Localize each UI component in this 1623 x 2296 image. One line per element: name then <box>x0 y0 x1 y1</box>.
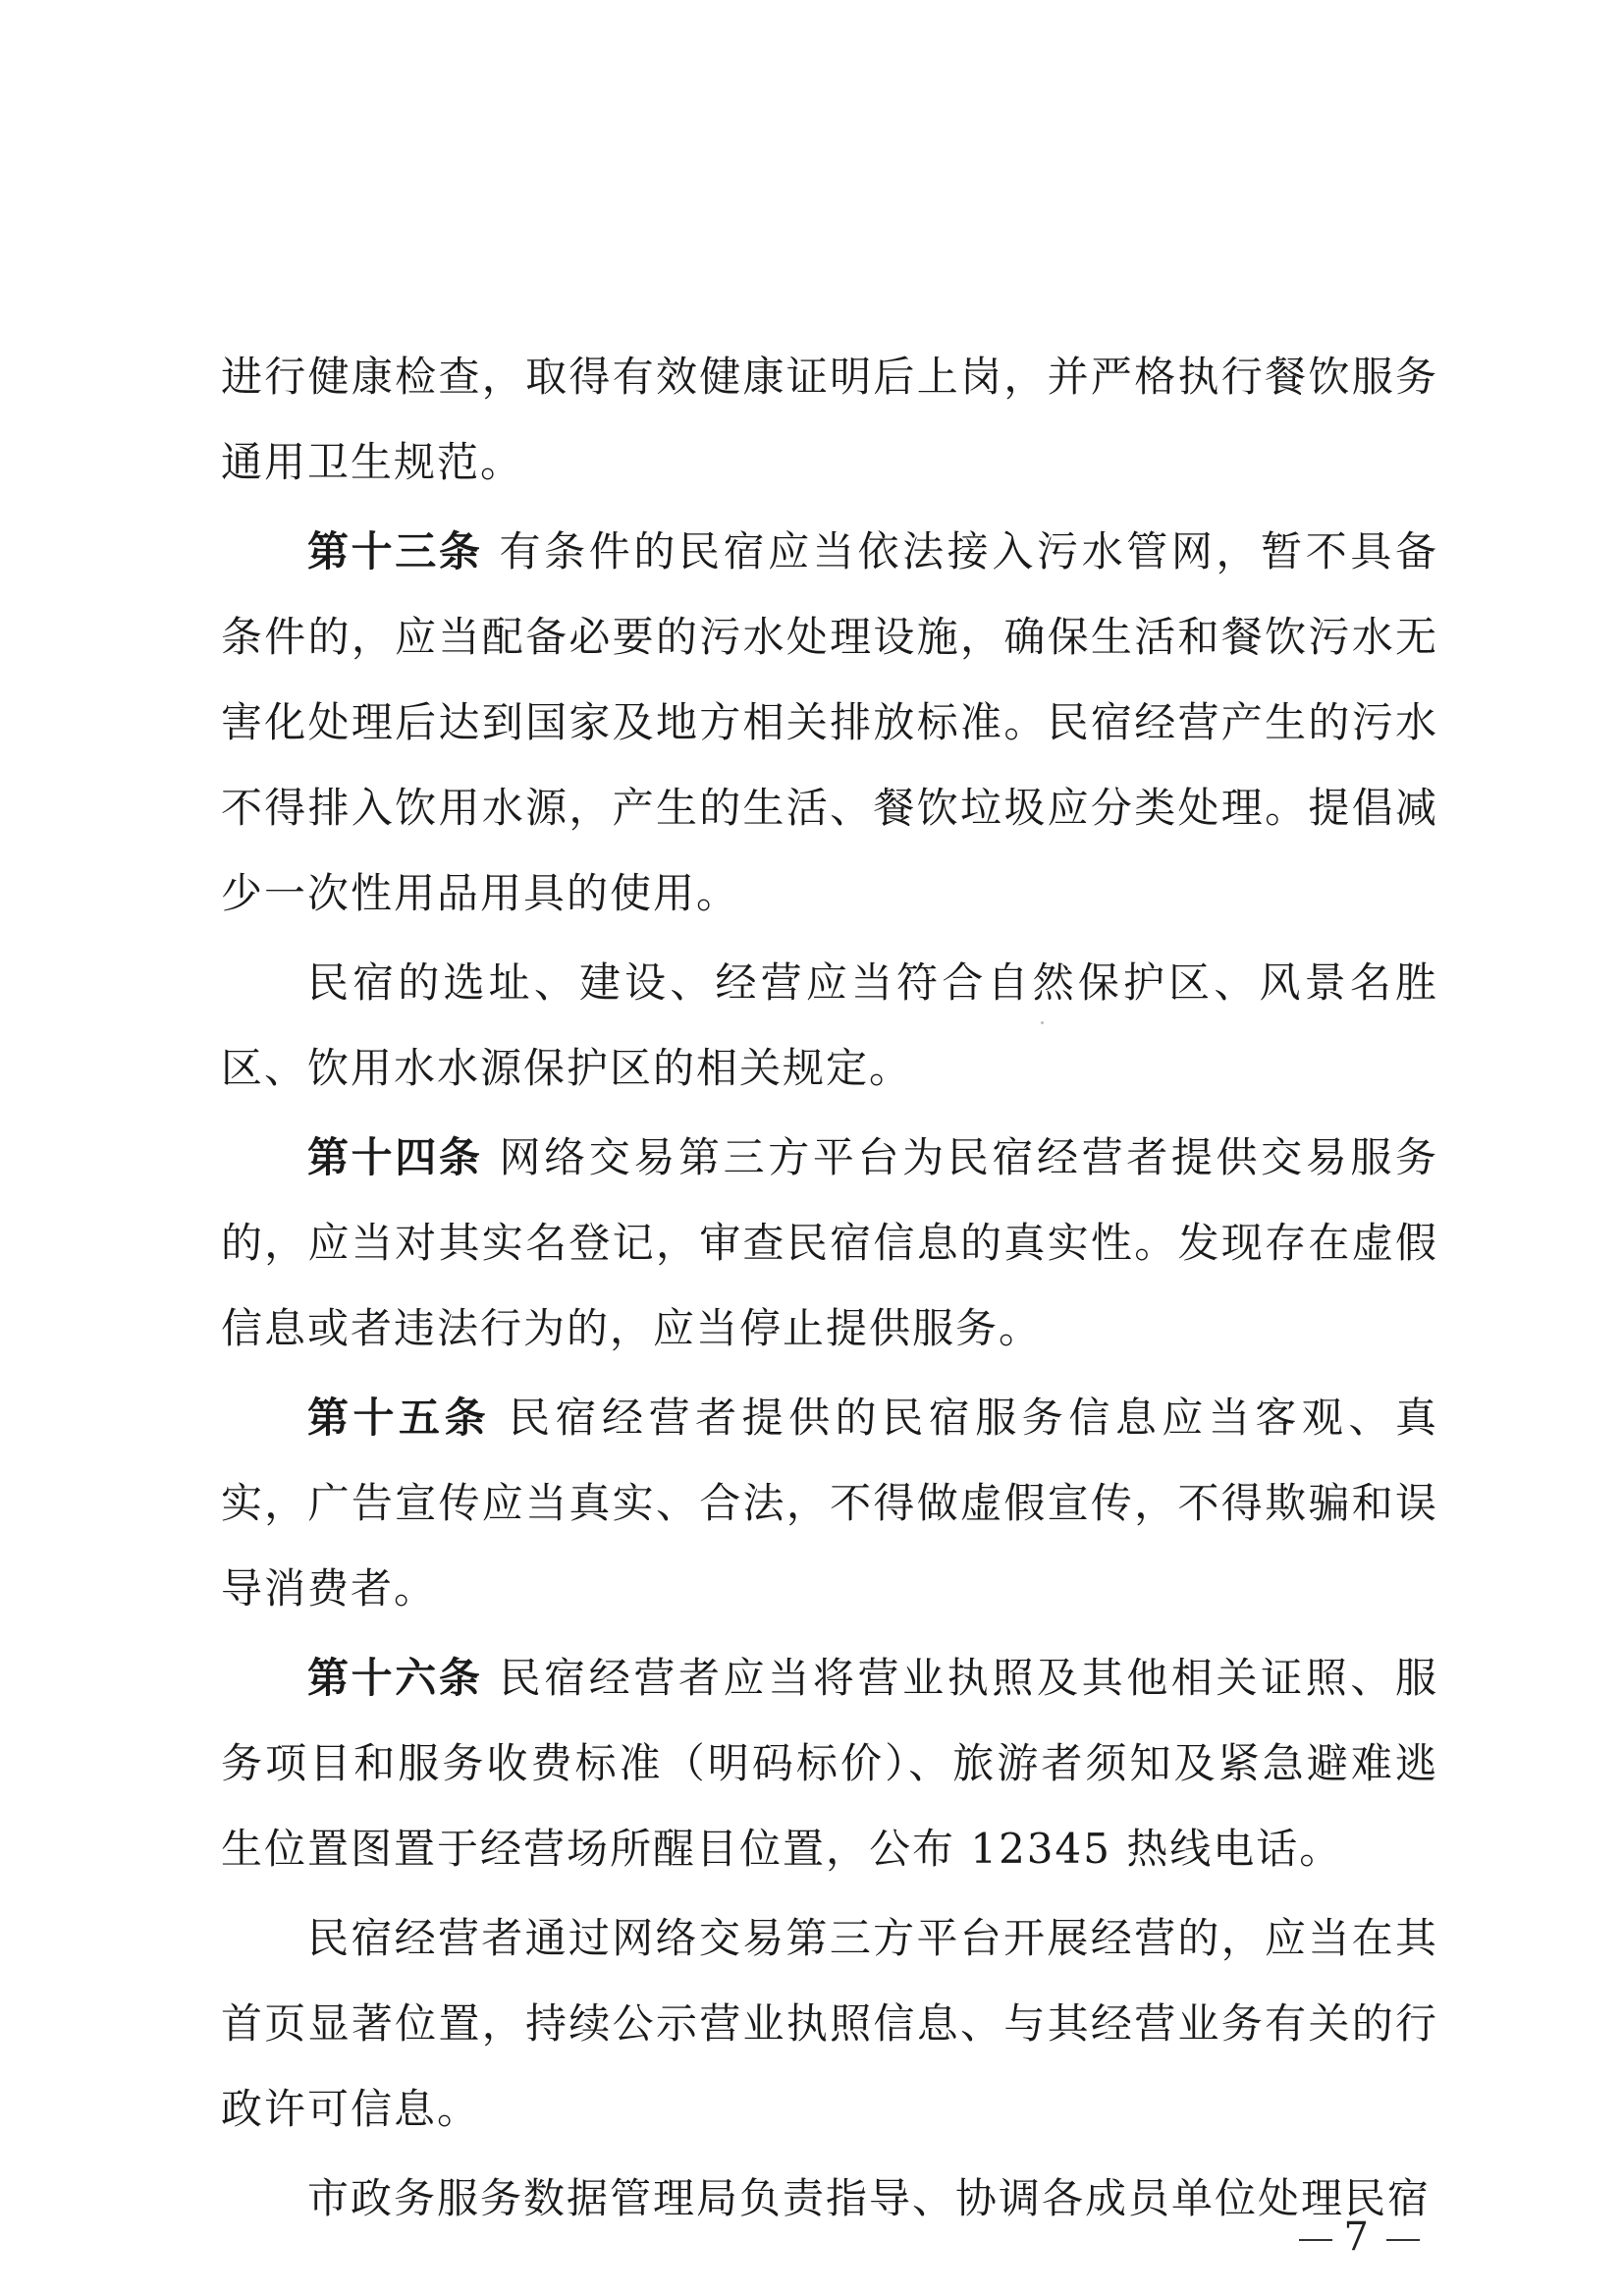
scan-speck <box>1041 1021 1044 1024</box>
paragraph-1 <box>221 334 1438 505</box>
paragraph-2 <box>221 509 1438 936</box>
paragraph-text: 民宿的选址、建设、经营应当符合自然保护区、风景名胜区、饮用水水源保护区的相关规定。 <box>221 958 1438 1092</box>
paragraph-text: 市政务服务数据管理局负责指导、协调各成员单位处理民宿 <box>307 2174 1432 2222</box>
page-number <box>1287 2214 1432 2260</box>
paragraph-text: 民宿经营者提供的民宿服务信息应当客观、真实，广告宣传应当真实、合法，不得做虚假宣传，不得欺骗和误导消费者。 <box>221 1394 1438 1613</box>
article-heading: 第十三条 <box>307 527 483 575</box>
document-body <box>221 334 1438 2245</box>
paragraph-text: 民宿经营者应当将营业执照及其他相关证照、服务项目和服务收费标准（明码标价）、旅游者须知及紧急避难逃生位置图置于经营场所醒目位置，公布 12345 热线电话。 <box>221 1654 1438 1873</box>
paragraph-text: 进行健康检查，取得有效健康证明后上岗，并严格执行餐饮服务通用卫生规范。 <box>221 353 1438 486</box>
article-heading: 第十四条 <box>307 1133 483 1181</box>
dash-right <box>1386 2239 1420 2241</box>
paragraph-text: 网络交易第三方平台为民宿经营者提供交易服务的，应当对其实名登记，审查民宿信息的真实性。发现存在虚假信息或者违法行为的，应当停止提供服务。 <box>221 1133 1438 1352</box>
paragraph-text: 民宿经营者通过网络交易第三方平台开展经营的，应当在其首页显著位置，持续公示营业执照信息、与其经营业务有关的行政许可信息。 <box>221 1914 1438 2133</box>
paragraph-7 <box>221 1895 1438 2152</box>
dash-left <box>1299 2239 1332 2241</box>
paragraph-5 <box>221 1375 1438 1631</box>
paragraph-4 <box>221 1115 1438 1371</box>
article-heading: 第十六条 <box>307 1654 483 1702</box>
paragraph-8 <box>221 2156 1438 2241</box>
article-heading: 第十五条 <box>307 1394 491 1442</box>
paragraph-6 <box>221 1635 1438 1891</box>
paragraph-text: 有条件的民宿应当依法接入污水管网，暂不具备条件的，应当配备必要的污水处理设施，确保生活和餐饮污水无害化处理后达到国家及地方相关排放标准。民宿经营产生的污水不得排入饮用水源，产生的生活、餐饮垃圾应分类处理。提倡减少一次性用品用具的使用。 <box>221 527 1438 917</box>
page-number-text: 7 <box>1343 2214 1375 2260</box>
paragraph-3 <box>221 940 1438 1111</box>
